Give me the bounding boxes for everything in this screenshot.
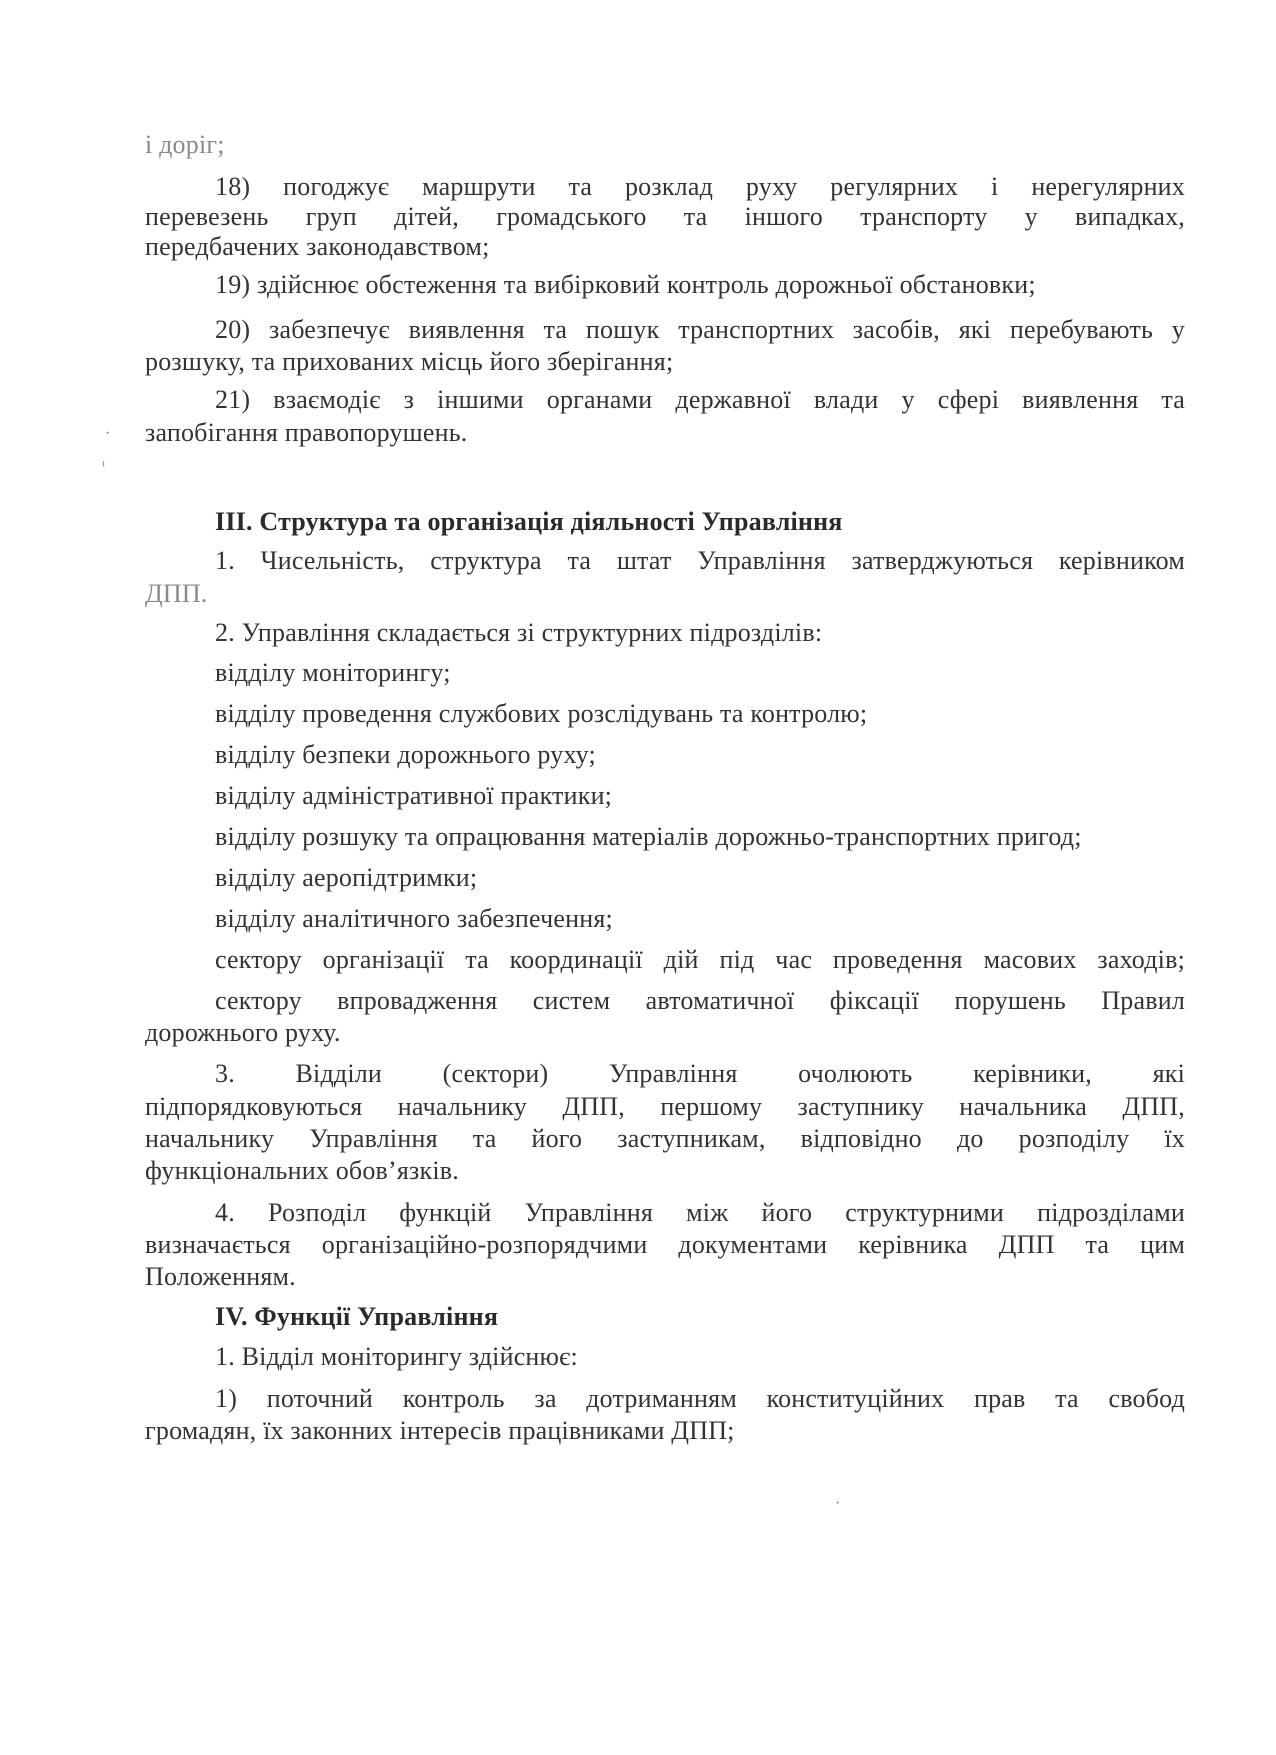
list-item: сектору впровадження систем автоматичної фіксації порушень Правил: [215, 986, 1185, 1015]
text-line: передбачених законодавством;: [145, 232, 490, 261]
list-item: відділу адміністративної практики;: [215, 781, 613, 810]
text-line: дорожнього руху.: [145, 1018, 341, 1047]
list-item: відділу безпеки дорожнього руху;: [215, 740, 596, 769]
text-line: і доріг;: [145, 130, 225, 159]
list-item: відділу аеропідтримки;: [215, 863, 478, 892]
text-line: 4. Розподіл функцій Управління між його структурними підрозділами: [215, 1198, 1185, 1227]
text-line: 3. Відділи (сектори) Управління очолюють керівники, які: [215, 1059, 1185, 1088]
text-line: 1. Чисельність, структура та штат Управління затверджуються керівником: [215, 546, 1185, 575]
text-line: запобігання правопорушень.: [145, 418, 468, 447]
list-item: відділу моніторингу;: [215, 658, 451, 687]
text-line: підпорядковуються начальнику ДПП, першому заступнику начальника ДПП,: [145, 1092, 1185, 1121]
scan-mark: ·: [835, 1495, 841, 1512]
text-line: 1) поточний контроль за дотриманням конституційних прав та свобод: [215, 1384, 1185, 1413]
text-line: перевезень груп дітей, громадського та іншого транспорту у випадках,: [145, 202, 1185, 231]
text-line: громадян, їх законних інтересів працівниками ДПП;: [145, 1416, 735, 1445]
text-line: 21) взаємодіє з іншими органами державної влади у сфері виявлення та: [215, 385, 1185, 414]
list-item: відділу розшуку та опрацювання матеріалів дорожньо-транспортних пригод;: [215, 822, 1082, 851]
list-item: сектору організації та координації дій під час проведення масових заходів;: [215, 945, 1185, 974]
text-line: 20) забезпечує виявлення та пошук транспортних засобів, які перебувають у: [215, 315, 1185, 344]
text-line: визначається організаційно-розпорядчими документами керівника ДПП та цим: [145, 1230, 1185, 1259]
scan-mark: ᵗ: [102, 458, 106, 475]
section-heading: III. Структура та організація діяльності Управління: [215, 507, 843, 536]
text-line: ДПП.: [145, 579, 208, 608]
text-line: 18) погоджує маршрути та розклад руху регулярних і нерегулярних: [215, 172, 1185, 201]
list-item: відділу проведення службових розслідувань та контролю;: [215, 699, 868, 728]
text-line: розшуку, та прихованих місць його зберігання;: [145, 347, 674, 376]
list-item: відділу аналітичного забезпечення;: [215, 904, 613, 933]
text-line: 1. Відділ моніторингу здійснює:: [215, 1342, 578, 1371]
text-line: 2. Управління складається зі структурних підрозділів:: [215, 618, 823, 647]
scan-mark: ·: [105, 425, 111, 442]
text-line: функціональних обов’язків.: [145, 1156, 459, 1185]
text-line: 19) здійснює обстеження та вибірковий контроль дорожньої обстановки;: [215, 270, 1036, 299]
text-line: начальнику Управління та його заступникам, відповідно до розподілу їх: [145, 1124, 1185, 1153]
text-line: Положенням.: [145, 1262, 296, 1291]
section-heading: IV. Функції Управління: [215, 1302, 499, 1331]
